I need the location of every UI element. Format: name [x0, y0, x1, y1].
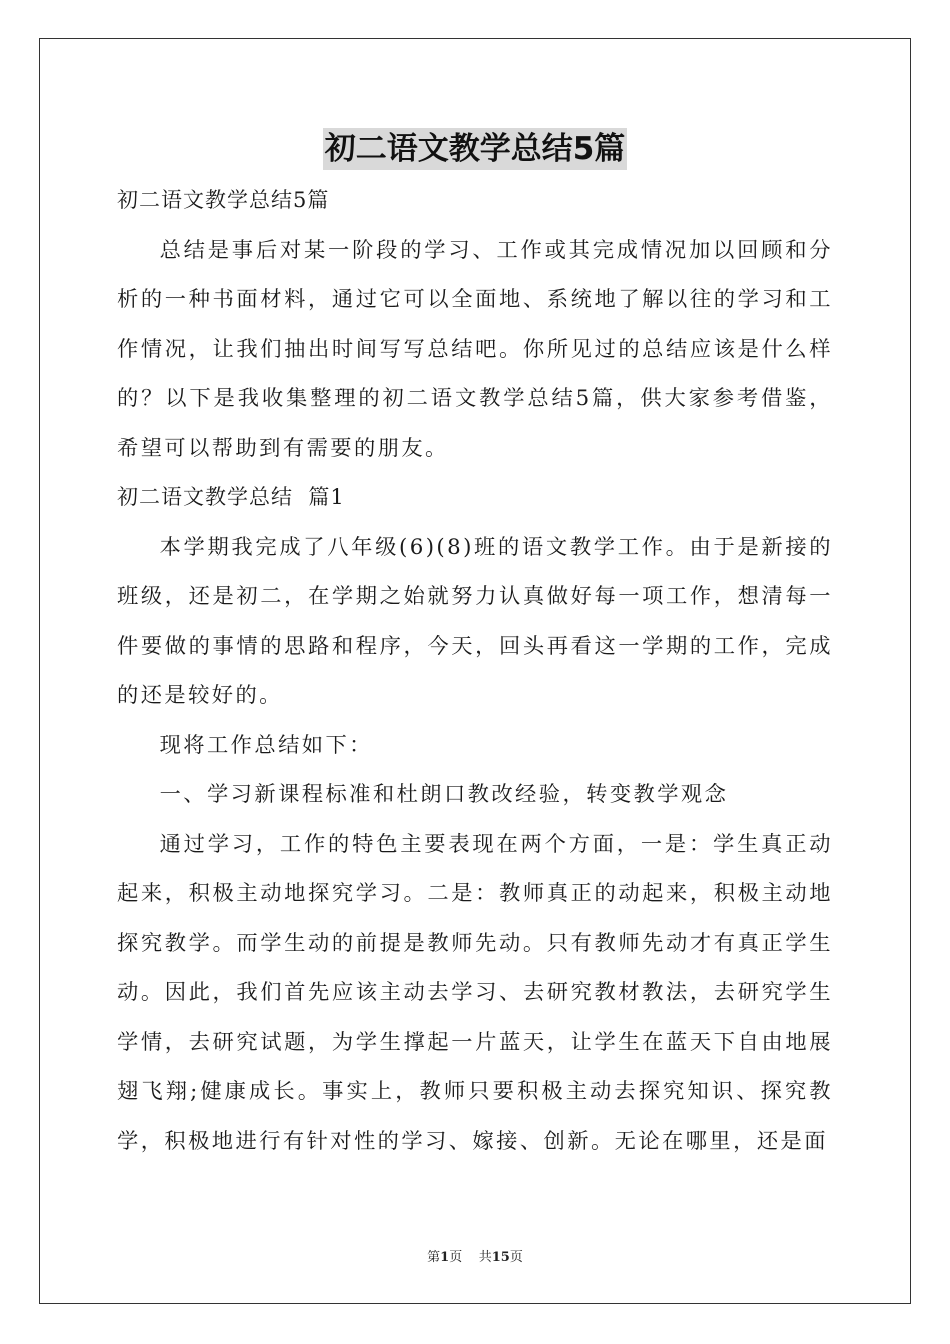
page-suffix: 页 [449, 1250, 463, 1265]
body-paragraph-4: 通过学习，工作的特色主要表现在两个方面，一是：学生真正动起来，积极主动地探究学习。二是：教师真正的动起来，积极主动地探究教学。而学生动的前提是教师先动。只有教师先动才有真正学生动。因此，我们首先应该主动去学习、去研究教材教法，去研究学生学情，去研究试题，为学生撑起一片蓝天，让学生在蓝天下自由地展翅飞翔;健康成长。事实上，教师只要积极主动去探究知识、探究教学，积极地进行有针对性的学习、嫁接、创新。无论在哪里，还是面 [117, 831, 833, 1154]
title-container [0, 128, 950, 170]
document-title: 初二语文教学总结5篇 [323, 128, 628, 170]
body-paragraph-3: 一、学习新课程标准和杜朗口教改经验，转变教学观念 [159, 782, 729, 807]
intro-paragraph: 总结是事后对某一阶段的学习、工作或其完成情况加以回顾和分析的一种书面材料，通过它可以全面地、系统地了解以往的学习和工作情况，让我们抽出时间写写总结吧。你所见过的总结应该是什么样的？以下是我收集整理的初二语文教学总结5篇，供大家参考借鉴，希望可以帮助到有需要的朋友。 [117, 237, 833, 461]
total-prefix: 共 [478, 1250, 492, 1265]
total-pages: 15 [491, 1250, 510, 1265]
page-footer [0, 1246, 950, 1265]
total-suffix: 页 [509, 1250, 523, 1265]
section-heading: 初二语文教学总结 篇1 [117, 485, 345, 509]
page-number: 1 [440, 1250, 450, 1265]
body-paragraph-1: 本学期我完成了八年级(6)(8)班的语文教学工作。由于是新接的班级，还是初二，在学期之始就努力认真做好每一项工作，想清每一件要做的事情的思路和程序，今天，回头再看这一学期的工作，完成的还是较好的。 [117, 534, 833, 708]
document-subtitle: 初二语文教学总结5篇 [117, 188, 330, 212]
page-prefix: 第 [427, 1250, 441, 1265]
document-body [117, 176, 833, 1166]
body-paragraph-2: 现将工作总结如下： [159, 732, 373, 758]
